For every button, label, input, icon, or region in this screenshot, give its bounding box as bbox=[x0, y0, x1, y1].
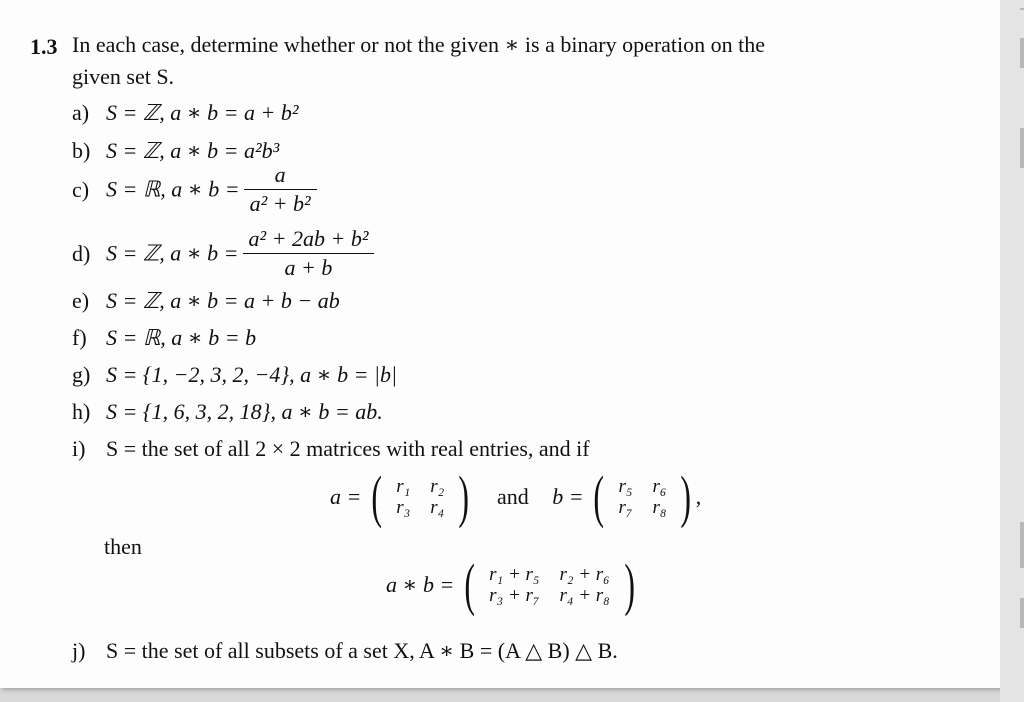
then-word: then bbox=[104, 534, 142, 559]
item-label: h) bbox=[72, 399, 91, 424]
matrix-ab-lhs: a ∗ b = bbox=[386, 572, 455, 597]
item-label: j) bbox=[72, 638, 86, 663]
item-label: d) bbox=[72, 240, 91, 266]
and-word: and bbox=[497, 484, 529, 509]
matrix-entry: r₂ bbox=[430, 476, 445, 497]
item-i bbox=[72, 438, 590, 460]
problem-number: 1.3 bbox=[30, 34, 58, 59]
item-j bbox=[72, 640, 618, 662]
item-text: S = ℤ, a ∗ b = a + b² bbox=[106, 100, 299, 125]
numerator: a² + 2ab + b² bbox=[248, 226, 369, 251]
item-text: S = the set of all subsets of a set X, A ∗ B = (A △ B) △ B. bbox=[106, 638, 618, 663]
item-label: e) bbox=[72, 288, 90, 313]
matrix-entry: r₅ bbox=[618, 476, 633, 497]
edge-mark bbox=[1020, 38, 1024, 68]
item-label: a) bbox=[72, 100, 90, 125]
item-b bbox=[72, 140, 279, 162]
item-h bbox=[72, 401, 383, 423]
item-label: f) bbox=[72, 325, 87, 350]
matrix-entry: r₃ bbox=[396, 497, 411, 518]
item-d bbox=[72, 228, 374, 279]
item-text: S = ℤ, a ∗ b = a²b³ bbox=[106, 138, 280, 163]
fraction bbox=[244, 164, 317, 215]
edge-mark bbox=[1020, 598, 1024, 628]
matrix-entry: r₆ bbox=[652, 476, 667, 497]
numerator: a bbox=[274, 162, 286, 187]
denominator: a² + b² bbox=[244, 189, 317, 215]
matrix-entry: r₂ + r₆ bbox=[559, 564, 610, 585]
item-text: S = ℝ, a ∗ b = b bbox=[106, 325, 257, 350]
edge-mark bbox=[1020, 522, 1024, 568]
problem-intro-line2: given set S. bbox=[72, 64, 175, 89]
matrix-b-lhs: b = bbox=[552, 484, 584, 509]
item-lhs: S = ℝ, a ∗ b = bbox=[106, 176, 240, 202]
matrix-a-lhs: a = bbox=[330, 484, 362, 509]
page-edge bbox=[1000, 0, 1024, 702]
matrix-definitions bbox=[330, 464, 702, 529]
item-lhs: S = ℤ, a ∗ b = bbox=[106, 240, 239, 266]
fraction bbox=[243, 228, 375, 279]
matrix-ab: ( r₁ + r₅ r₂ + r₆ r₃ + r₇ r₄ + r₈ ) bbox=[464, 552, 635, 617]
matrix-product-definition bbox=[386, 552, 639, 617]
matrix-entry: r₁ + r₅ bbox=[489, 564, 540, 585]
item-text: S = the set of all 2 × 2 matrices with real entries, and if bbox=[106, 436, 590, 461]
matrix-b: ( r₅ r₆ r₇ r₈ ) bbox=[593, 464, 692, 529]
item-label: i) bbox=[72, 436, 86, 461]
item-label: c) bbox=[72, 176, 90, 202]
matrix-a: ( r₁ r₂ r₃ r₄ ) bbox=[371, 464, 470, 529]
item-f bbox=[72, 327, 256, 349]
item-label: b) bbox=[72, 138, 91, 163]
matrix-entry: r₄ + r₈ bbox=[559, 585, 610, 606]
item-text: S = {1, −2, 3, 2, −4}, a ∗ b = |b| bbox=[106, 362, 398, 387]
denominator: a + b bbox=[243, 253, 375, 279]
item-label: g) bbox=[72, 362, 91, 387]
matrix-entry: r₇ bbox=[618, 497, 633, 518]
edge-mark bbox=[1020, 128, 1024, 168]
matrix-entry: r₈ bbox=[652, 497, 667, 518]
item-text: S = ℤ, a ∗ b = a + b − ab bbox=[106, 288, 340, 313]
item-c bbox=[72, 164, 317, 215]
item-e bbox=[72, 290, 340, 312]
item-a bbox=[72, 102, 298, 124]
matrix-entry: r₄ bbox=[430, 497, 445, 518]
matrix-entry: r₁ bbox=[396, 476, 411, 497]
matrix-entry: r₃ + r₇ bbox=[489, 585, 540, 606]
item-g bbox=[72, 364, 397, 386]
problem-intro-line1: In each case, determine whether or not the given ∗ is a binary operation on the bbox=[72, 32, 766, 57]
item-text: S = {1, 6, 3, 2, 18}, a ∗ b = ab. bbox=[106, 399, 383, 424]
comma: , bbox=[695, 484, 702, 509]
edge-mark bbox=[1020, 8, 1024, 10]
